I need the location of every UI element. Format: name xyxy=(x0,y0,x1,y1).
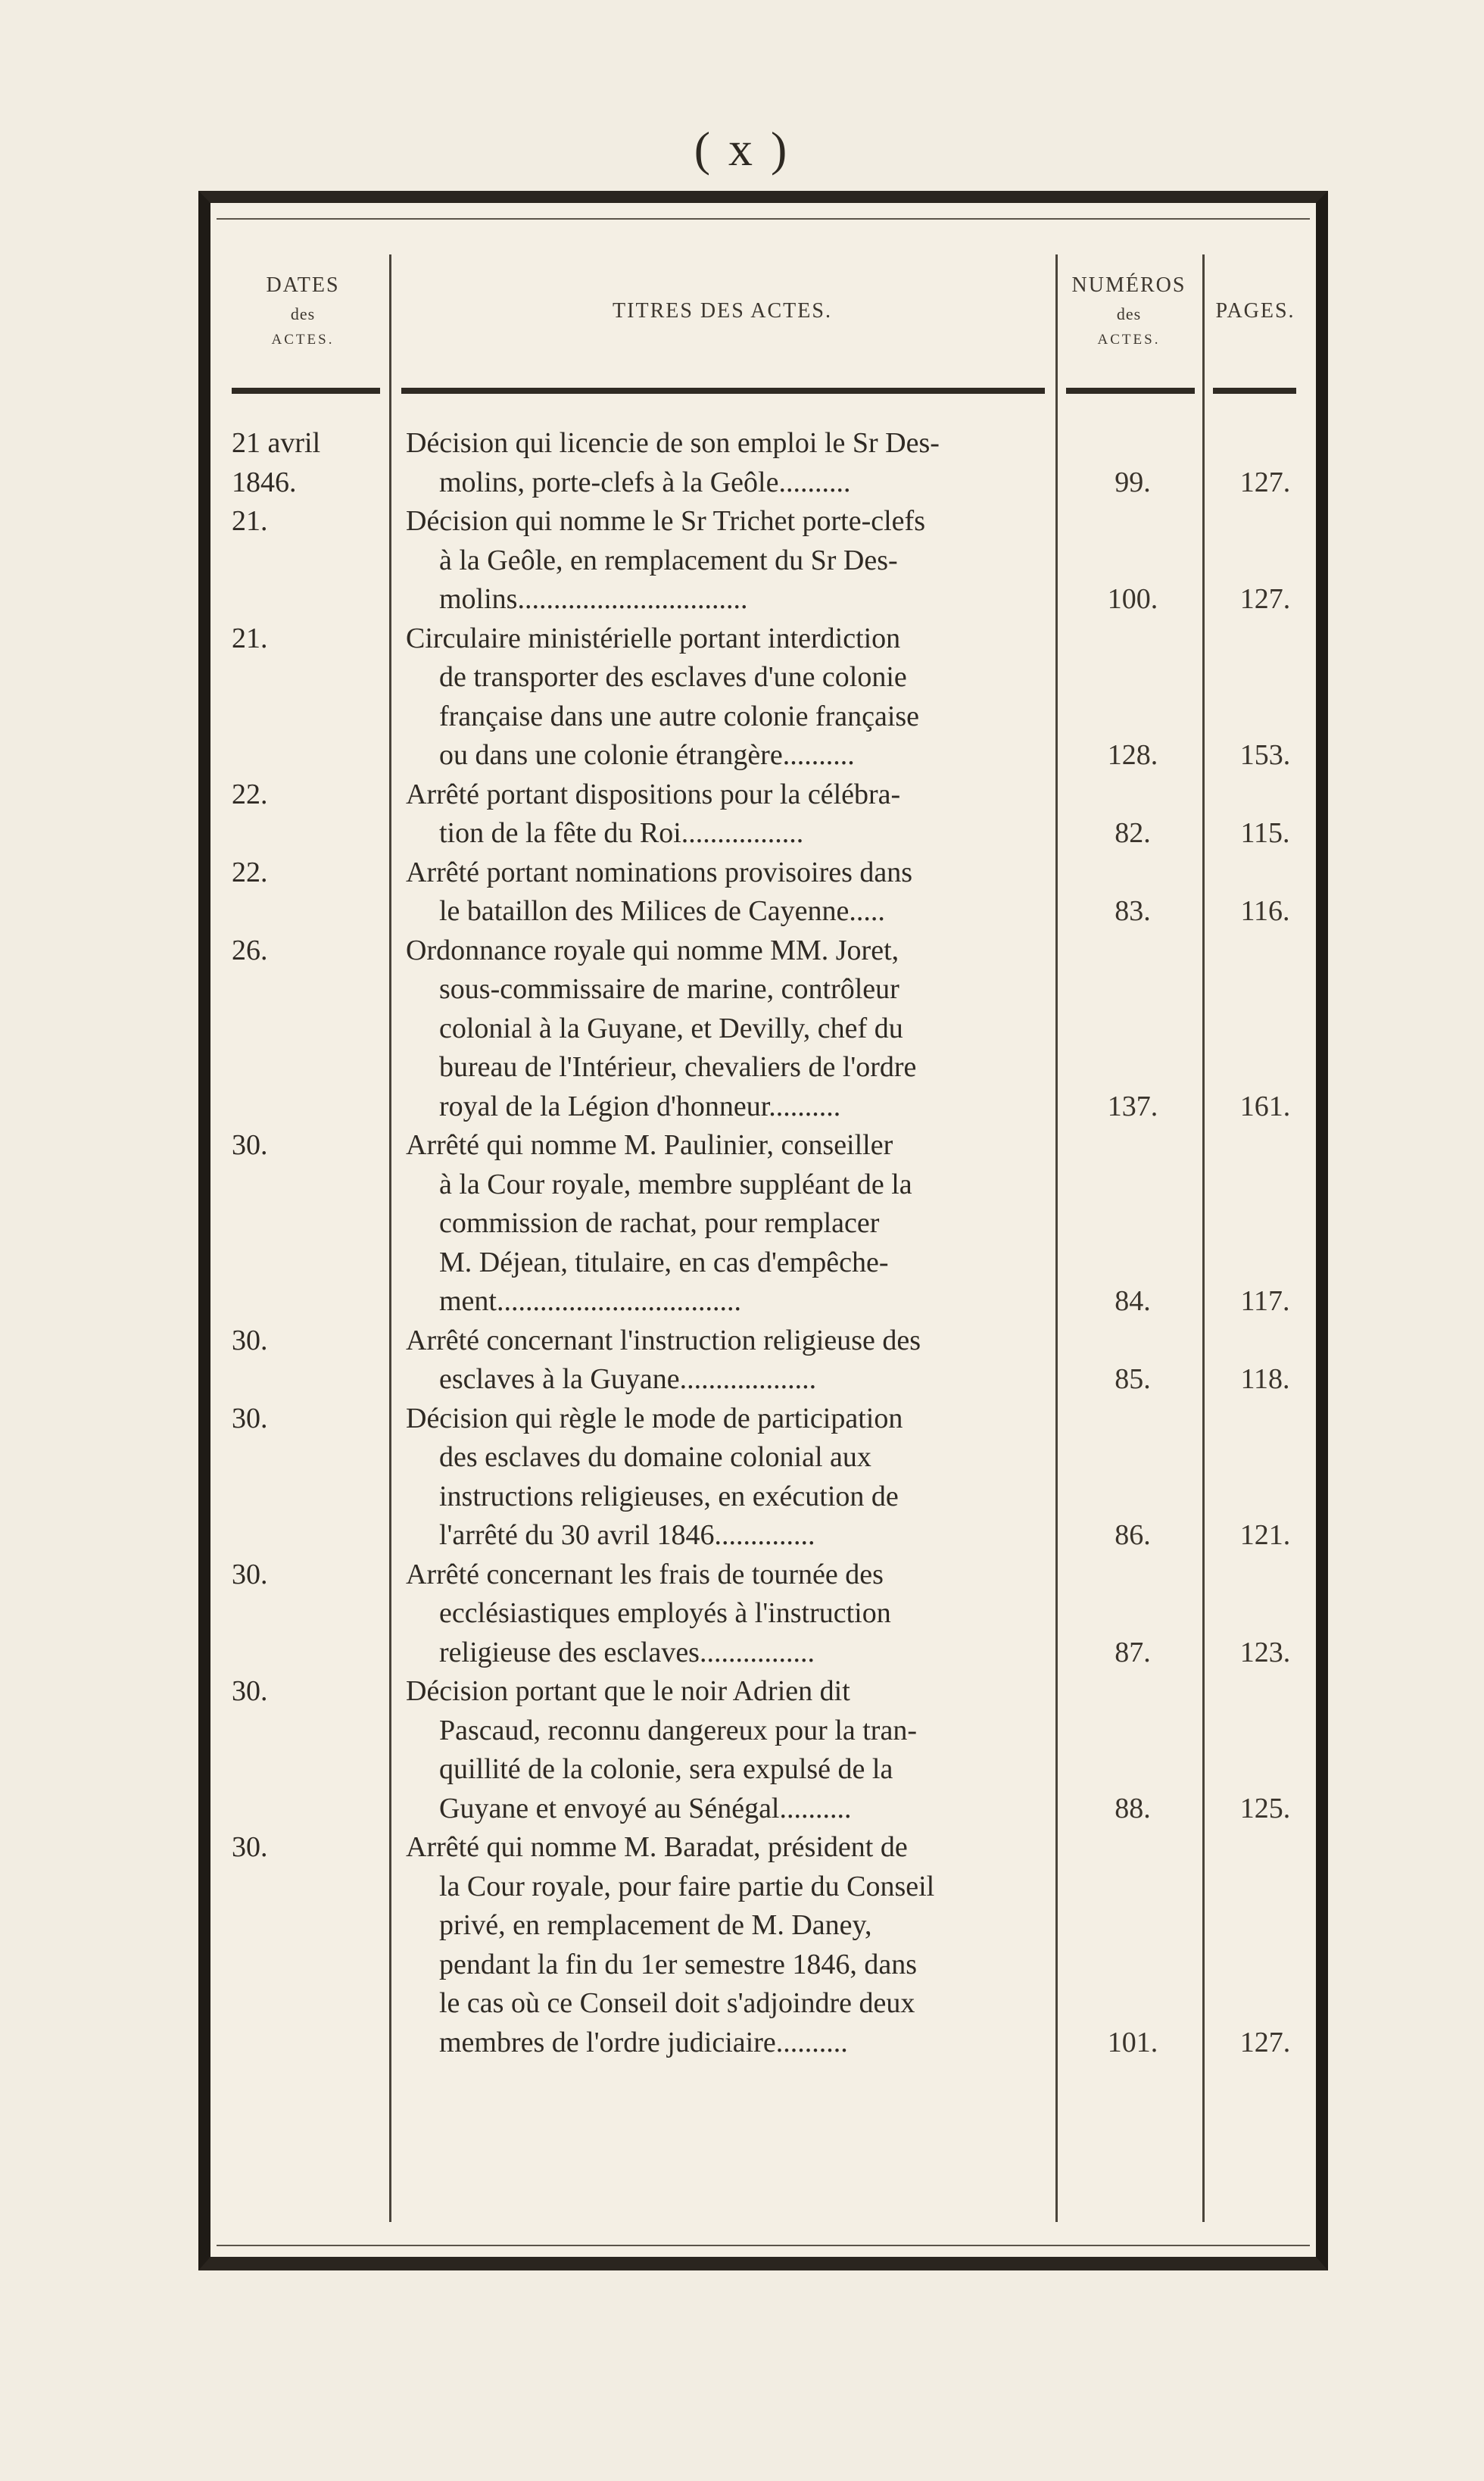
act-title-line: de transporter des esclaves d'une colonie xyxy=(439,661,907,693)
header-titles: TITRES DES ACTES. xyxy=(613,299,832,323)
act-date-line: 30. xyxy=(232,1831,268,1863)
table-row xyxy=(217,1126,1310,1322)
act-title-line: Circulaire ministérielle portant interdiction xyxy=(406,622,901,654)
header-pages: PAGES. xyxy=(1215,299,1295,323)
act-number: 88. xyxy=(1115,1792,1151,1824)
act-title-line: française dans une autre colonie française xyxy=(439,700,920,732)
header-rule xyxy=(232,388,380,394)
act-title xyxy=(406,1322,1065,1400)
table-row xyxy=(217,1322,1310,1400)
act-page: 115. xyxy=(1240,817,1290,849)
act-date xyxy=(232,1126,368,1166)
act-date-line: 30. xyxy=(232,1324,268,1356)
act-title-line: esclaves à la Guyane................... xyxy=(439,1363,817,1395)
act-date-line: 21. xyxy=(232,505,268,537)
act-title-line: membres de l'ordre judiciaire.......... xyxy=(439,2026,848,2058)
act-date xyxy=(232,502,368,541)
act-title-line: pendant la fin du 1er semestre 1846, dans xyxy=(439,1948,918,1980)
act-title-line: l'arrêté du 30 avril 1846.............. xyxy=(439,1519,815,1551)
act-title xyxy=(406,776,1065,854)
act-title-line: Arrêté portant dispositions pour la célébra- xyxy=(406,778,901,810)
act-title-line: colonial à la Guyane, et Devilly, chef du xyxy=(439,1012,903,1044)
act-number: 99. xyxy=(1115,466,1151,498)
header-numeros: NUMÉROS des ACTES. xyxy=(1071,273,1186,348)
act-date xyxy=(232,1322,368,1361)
act-date xyxy=(232,1672,368,1712)
act-page: 127. xyxy=(1239,583,1291,615)
act-page: 127. xyxy=(1239,466,1291,498)
act-title-line: quillité de la colonie, sera expulsé de la xyxy=(439,1753,893,1785)
table-row xyxy=(217,619,1310,776)
act-date xyxy=(232,776,368,815)
act-title xyxy=(406,424,1065,502)
table-row xyxy=(217,1672,1310,1828)
act-title xyxy=(406,1126,1065,1322)
act-title-line: ou dans une colonie étrangère.......... xyxy=(439,739,855,771)
act-date-line: 26. xyxy=(232,934,268,966)
act-date-line: 30. xyxy=(232,1675,268,1707)
act-date-line: 30. xyxy=(232,1402,268,1434)
act-page: 117. xyxy=(1240,1285,1290,1317)
act-title-line: Arrêté qui nomme M. Baradat, président de xyxy=(406,1831,908,1863)
act-title-line: molins................................ xyxy=(439,583,748,615)
table-body xyxy=(217,424,1310,2062)
act-date-line: 21. xyxy=(232,622,268,654)
act-title-line: à la Cour royale, membre suppléant de la xyxy=(439,1168,912,1200)
act-number: 137. xyxy=(1107,1090,1158,1122)
act-title-line: privé, en remplacement de M. Daney, xyxy=(439,1909,872,1941)
table-row xyxy=(217,776,1310,854)
act-title-line: à la Geôle, en remplacement du Sr Des- xyxy=(439,544,898,576)
act-title xyxy=(406,1400,1065,1556)
act-title-line: le bataillon des Milices de Cayenne..... xyxy=(439,895,885,927)
act-title xyxy=(406,932,1065,1127)
table-row xyxy=(217,1556,1310,1673)
act-title-line: ment.................................. xyxy=(439,1285,741,1317)
table-row xyxy=(217,424,1310,502)
act-date xyxy=(232,1556,368,1595)
header-rule xyxy=(1213,388,1296,394)
act-title-line: Pascaud, reconnu dangereux pour la tran- xyxy=(439,1714,917,1746)
header-rule xyxy=(401,388,1045,394)
act-number: 83. xyxy=(1115,895,1151,927)
act-title-line: des esclaves du domaine colonial aux xyxy=(439,1441,871,1473)
act-title-line: M. Déjean, titulaire, en cas d'empêche- xyxy=(439,1246,889,1278)
act-title-line: Décision portant que le noir Adrien dit xyxy=(406,1675,850,1707)
act-date-line: 22. xyxy=(232,856,268,888)
act-title-line: Arrêté concernant l'instruction religieuse des xyxy=(406,1324,921,1356)
table-header xyxy=(217,254,1310,368)
act-page: 118. xyxy=(1240,1363,1290,1395)
page-number: ( x ) xyxy=(694,122,790,176)
act-title-line: Arrêté qui nomme M. Paulinier, conseiller xyxy=(406,1129,893,1161)
table-row xyxy=(217,1828,1310,2062)
act-title xyxy=(406,1672,1065,1828)
act-title-line: ecclésiastiques employés à l'instruction xyxy=(439,1597,891,1629)
act-date-line: 30. xyxy=(232,1558,268,1590)
act-title-line: commission de rachat, pour remplacer xyxy=(439,1207,880,1239)
act-title-line: royal de la Légion d'honneur.......... xyxy=(439,1090,841,1122)
act-date-line: 30. xyxy=(232,1129,268,1161)
act-title-line: sous-commissaire de marine, contrôleur xyxy=(439,973,899,1005)
act-page: 161. xyxy=(1239,1090,1291,1122)
act-number: 84. xyxy=(1115,1285,1151,1317)
act-title xyxy=(406,619,1065,776)
act-date xyxy=(232,854,368,893)
act-date xyxy=(232,619,368,659)
act-title-line: Arrêté concernant les frais de tournée des xyxy=(406,1558,884,1590)
act-page: 123. xyxy=(1239,1636,1291,1668)
act-date xyxy=(232,1828,368,1868)
act-number: 100. xyxy=(1107,583,1158,615)
act-title-line: Décision qui règle le mode de participation xyxy=(406,1402,903,1434)
act-title-line: tion de la fête du Roi................. xyxy=(439,817,804,849)
act-page: 127. xyxy=(1239,2026,1291,2058)
act-page: 116. xyxy=(1240,895,1290,927)
act-number: 87. xyxy=(1115,1636,1151,1668)
act-title-line: bureau de l'Intérieur, chevaliers de l'ordre xyxy=(439,1051,917,1083)
header-dates: DATES des ACTES. xyxy=(266,273,340,348)
header-rule xyxy=(1066,388,1195,394)
act-date xyxy=(232,1400,368,1439)
act-title-line: Décision qui licencie de son emploi le Sr Des- xyxy=(406,427,940,459)
act-number: 128. xyxy=(1107,739,1158,771)
act-number: 86. xyxy=(1115,1519,1151,1551)
act-page: 125. xyxy=(1239,1792,1291,1824)
act-title xyxy=(406,502,1065,619)
act-date-line: 21 avril xyxy=(232,427,321,459)
act-number: 85. xyxy=(1115,1363,1151,1395)
table-frame xyxy=(198,191,1328,2270)
act-title xyxy=(406,1556,1065,1673)
act-title-line: molins, porte-clefs à la Geôle.......... xyxy=(439,466,851,498)
table-inner-border xyxy=(217,218,1310,2246)
table-row xyxy=(217,502,1310,619)
act-number: 101. xyxy=(1107,2026,1158,2058)
act-title xyxy=(406,1828,1065,2062)
act-page: 121. xyxy=(1239,1519,1291,1551)
act-date-line: 1846. xyxy=(232,466,297,498)
act-number: 82. xyxy=(1115,817,1151,849)
act-title-line: la Cour royale, pour faire partie du Conseil xyxy=(439,1870,935,1902)
act-title xyxy=(406,854,1065,932)
act-date xyxy=(232,932,368,971)
act-title-line: Ordonnance royale qui nomme MM. Joret, xyxy=(406,934,899,966)
act-title-line: religieuse des esclaves................ xyxy=(439,1636,815,1668)
act-title-line: Guyane et envoyé au Sénégal.......... xyxy=(439,1792,852,1824)
act-title-line: le cas où ce Conseil doit s'adjoindre deux xyxy=(439,1987,915,2019)
act-date-line: 22. xyxy=(232,778,268,810)
act-title-line: instructions religieuses, en exécution de xyxy=(439,1480,899,1512)
table-row xyxy=(217,1400,1310,1556)
act-page: 153. xyxy=(1239,739,1291,771)
act-title-line: Décision qui nomme le Sr Trichet porte-clefs xyxy=(406,505,925,537)
table-row xyxy=(217,932,1310,1127)
act-date xyxy=(232,424,368,502)
table-row xyxy=(217,854,1310,932)
act-title-line: Arrêté portant nominations provisoires dans xyxy=(406,856,913,888)
